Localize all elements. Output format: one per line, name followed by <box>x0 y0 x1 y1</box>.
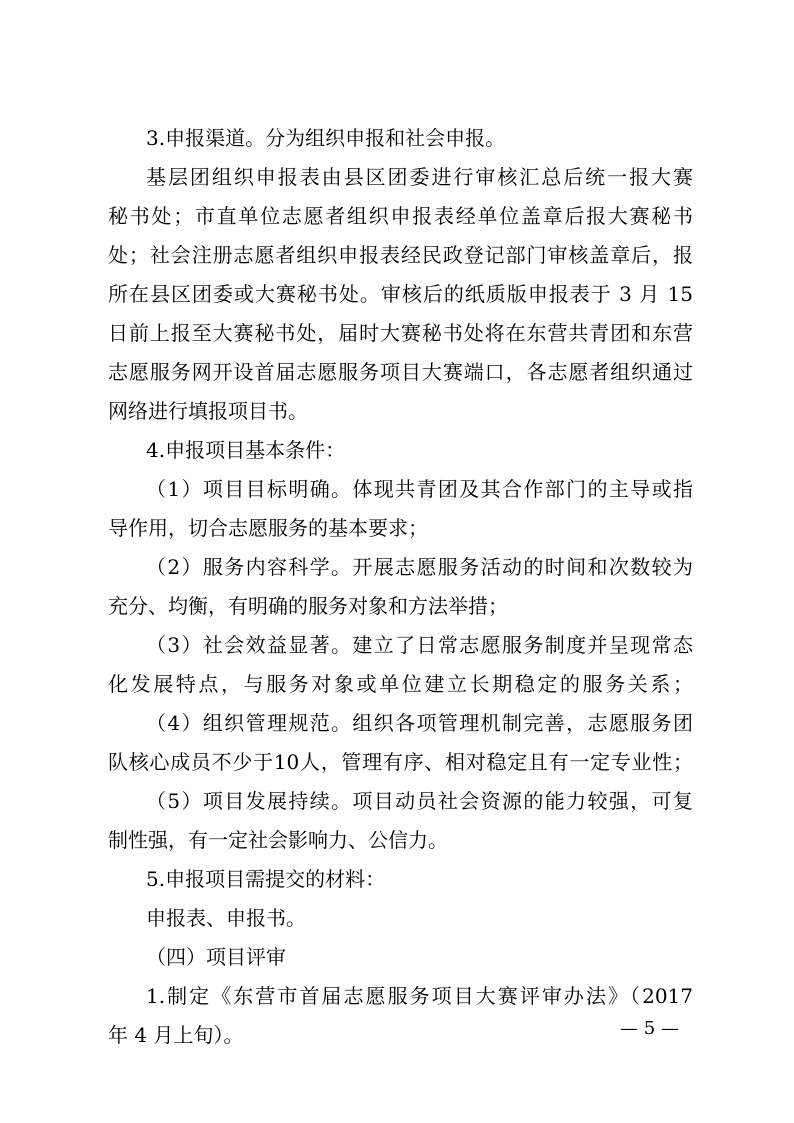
paragraph-line: （5）项目发展持续。项目动员社会资源的能力较强，可复 <box>146 789 693 813</box>
paragraph-line: 3.申报渠道。分为组织申报和社会申报。 <box>146 126 506 150</box>
paragraph-line: 基层团组织申报表由县区团委进行审核汇总后统一报大赛 <box>146 165 693 189</box>
paragraph-line: （1）项目目标明确。体现共青团及其合作部门的主导或指 <box>146 477 693 501</box>
paragraph-line: 充分、均衡，有明确的服务对象和方法举措； <box>108 594 508 618</box>
paragraph-line: 化发展特点，与服务对象或单位建立长期稳定的服务关系； <box>108 672 693 696</box>
paragraph-line: 秘书处；市直单位志愿者组织申报表经单位盖章后报大赛秘书 <box>108 204 693 228</box>
paragraph-line: （4）组织管理规范。组织各项管理机制完善，志愿服务团 <box>146 711 693 735</box>
paragraph-line: （3）社会效益显著。建立了日常志愿服务制度并呈现常态 <box>146 633 693 657</box>
paragraph-line: 导作用，切合志愿服务的基本要求； <box>108 516 428 540</box>
paragraph-line: 日前上报至大赛秘书处，届时大赛秘书处将在东营共青团和东营 <box>108 321 693 345</box>
section-heading: 4.申报项目基本条件： <box>146 438 346 462</box>
section-heading: 5.申报项目需提交的材料： <box>146 867 386 891</box>
paragraph-line: 所在县区团委或大赛秘书处。审核后的纸质版申报表于 3 月 15 <box>108 282 693 306</box>
section-heading: （四）项目评审 <box>146 945 286 969</box>
paragraph-line: 年 4 月上旬）。 <box>108 1023 244 1047</box>
paragraph-line: 申报表、申报书。 <box>146 906 306 930</box>
paragraph-line: 网络进行填报项目书。 <box>108 399 308 423</box>
paragraph-line: （2）服务内容科学。开展志愿服务活动的时间和次数较为 <box>146 555 693 579</box>
page-number: — 5 — <box>620 1018 679 1039</box>
paragraph-line: 制性强，有一定社会影响力、公信力。 <box>108 828 448 852</box>
paragraph-line: 队核心成员不少于10人，管理有序、相对稳定且有一定专业性； <box>108 750 693 774</box>
paragraph-line: 志愿服务网开设首届志愿服务项目大赛端口，各志愿者组织通过 <box>108 360 693 384</box>
paragraph-line: 处；社会注册志愿者组织申报表经民政登记部门审核盖章后，报 <box>108 243 693 267</box>
paragraph-line: 1.制定《东营市首届志愿服务项目大赛评审办法》（2017 <box>146 984 693 1008</box>
